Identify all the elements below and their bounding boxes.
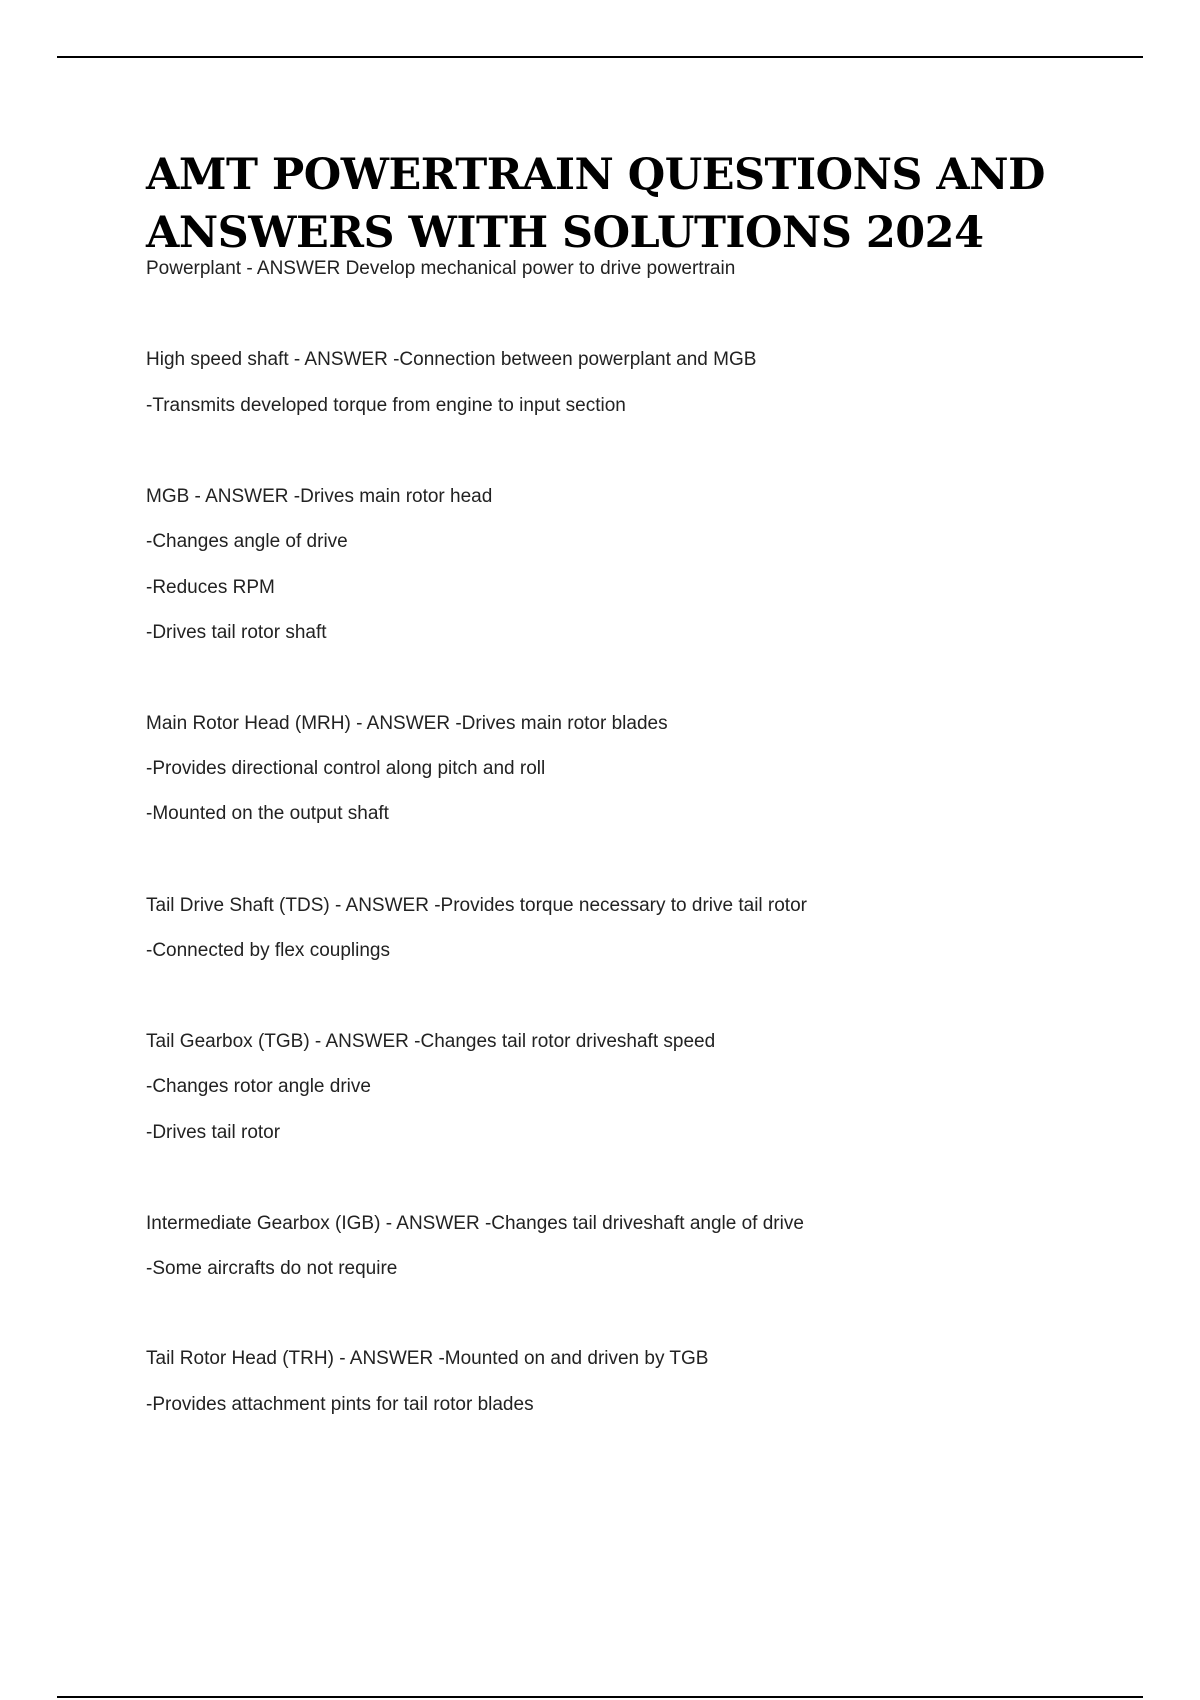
qa-mgb-detail-1: -Changes angle of drive [146, 531, 348, 552]
qa-tail-rotor-head-detail: -Provides attachment pints for tail rotor blades [146, 1394, 534, 1415]
qa-high-speed-shaft: High speed shaft - ANSWER -Connection between powerplant and MGB [146, 349, 757, 370]
document-title [146, 146, 1045, 262]
qa-tail-drive-shaft-detail: -Connected by flex couplings [146, 940, 390, 961]
qa-mgb-detail-2: -Reduces RPM [146, 577, 275, 598]
qa-main-rotor-head-detail-1: -Provides directional control along pitch and roll [146, 758, 546, 779]
qa-main-rotor-head-detail-2: -Mounted on the output shaft [146, 803, 389, 824]
footer-rule [57, 1696, 1143, 1698]
qa-mgb: MGB - ANSWER -Drives main rotor head [146, 486, 493, 507]
qa-tail-gearbox-detail-1: -Changes rotor angle drive [146, 1076, 371, 1097]
qa-intermediate-gearbox-detail: -Some aircrafts do not require [146, 1258, 398, 1279]
qa-tail-drive-shaft: Tail Drive Shaft (TDS) - ANSWER -Provides torque necessary to drive tail rotor [146, 895, 807, 916]
title-line-2: ANSWERS WITH SOLUTIONS 2024 [146, 208, 984, 258]
header-rule [57, 56, 1143, 58]
qa-tail-rotor-head: Tail Rotor Head (TRH) - ANSWER -Mounted on and driven by TGB [146, 1348, 709, 1369]
qa-powerplant: Powerplant - ANSWER Develop mechanical power to drive powertrain [146, 258, 736, 279]
qa-tail-gearbox: Tail Gearbox (TGB) - ANSWER -Changes tail rotor driveshaft speed [146, 1031, 716, 1052]
qa-mgb-detail-3: -Drives tail rotor shaft [146, 622, 327, 643]
qa-intermediate-gearbox: Intermediate Gearbox (IGB) - ANSWER -Changes tail driveshaft angle of drive [146, 1213, 804, 1234]
qa-high-speed-shaft-detail: -Transmits developed torque from engine to input section [146, 395, 626, 416]
qa-tail-gearbox-detail-2: -Drives tail rotor [146, 1122, 281, 1143]
title-line-1: AMT POWERTRAIN QUESTIONS AND [146, 150, 1045, 200]
qa-main-rotor-head: Main Rotor Head (MRH) - ANSWER -Drives main rotor blades [146, 713, 668, 734]
